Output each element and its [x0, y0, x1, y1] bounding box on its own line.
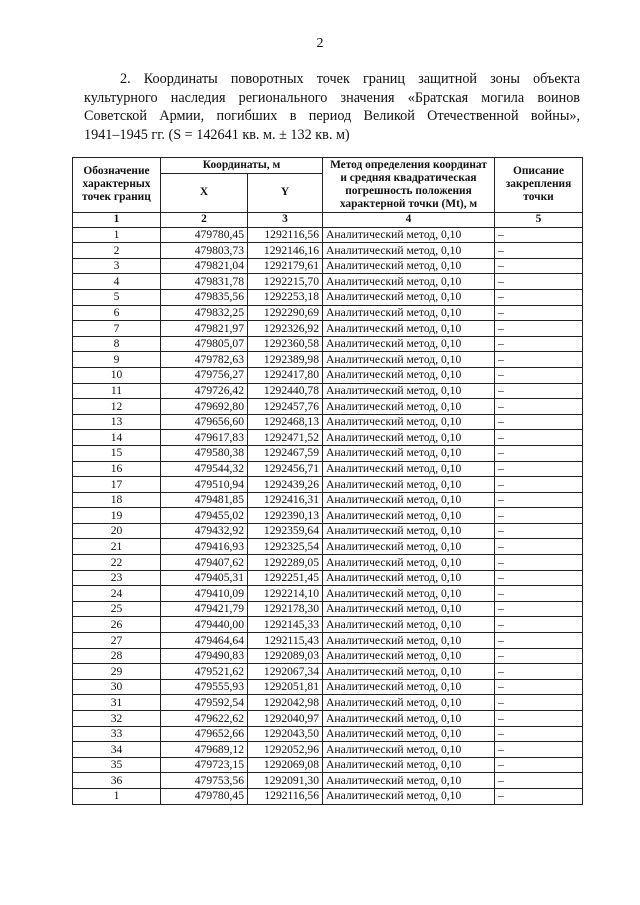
point-cell: 20: [73, 523, 161, 539]
table-row: [73, 477, 583, 493]
method-cell: Аналитический метод, 0,10: [323, 664, 495, 680]
y-coordinate-cell: 1292069,08: [248, 757, 323, 773]
table-row: [73, 711, 583, 727]
description-cell: –: [495, 711, 583, 727]
description-cell: –: [495, 679, 583, 695]
description-cell: –: [495, 726, 583, 742]
x-coordinate-cell: 479689,12: [161, 742, 248, 758]
point-cell: 14: [73, 430, 161, 446]
intro-paragraph: [84, 70, 580, 144]
table-row: [73, 336, 583, 352]
table-row: [73, 399, 583, 415]
x-coordinate-cell: 479652,66: [161, 726, 248, 742]
description-cell: –: [495, 352, 583, 368]
method-cell: Аналитический метод, 0,10: [323, 679, 495, 695]
x-coordinate-cell: 479490,83: [161, 648, 248, 664]
y-coordinate-cell: 1292468,13: [248, 414, 323, 430]
table-row: [73, 726, 583, 742]
method-cell: Аналитический метод, 0,10: [323, 586, 495, 602]
y-coordinate-cell: 1292043,50: [248, 726, 323, 742]
column-number: 5: [495, 212, 583, 227]
point-cell: 22: [73, 555, 161, 571]
description-cell: –: [495, 477, 583, 493]
point-cell: 29: [73, 664, 161, 680]
table-row: [73, 445, 583, 461]
y-coordinate-cell: 1292471,52: [248, 430, 323, 446]
x-coordinate-cell: 479803,73: [161, 243, 248, 259]
point-cell: 7: [73, 321, 161, 337]
table-row: [73, 648, 583, 664]
table-row: [73, 383, 583, 399]
y-coordinate-cell: 1292116,56: [248, 227, 323, 243]
method-cell: Аналитический метод, 0,10: [323, 508, 495, 524]
x-coordinate-cell: 479831,78: [161, 274, 248, 290]
point-cell: 15: [73, 445, 161, 461]
column-number: 4: [323, 212, 495, 227]
point-cell: 30: [73, 679, 161, 695]
table-row: [73, 430, 583, 446]
point-cell: 23: [73, 570, 161, 586]
method-cell: Аналитический метод, 0,10: [323, 243, 495, 259]
method-cell: Аналитический метод, 0,10: [323, 492, 495, 508]
table-row: [73, 539, 583, 555]
method-cell: Аналитический метод, 0,10: [323, 461, 495, 477]
table-row: [73, 258, 583, 274]
header-x: X: [161, 173, 248, 212]
y-coordinate-cell: 1292457,76: [248, 399, 323, 415]
method-cell: Аналитический метод, 0,10: [323, 321, 495, 337]
method-cell: Аналитический метод, 0,10: [323, 711, 495, 727]
header-coordinates: Координаты, м: [161, 158, 323, 174]
point-cell: 9: [73, 352, 161, 368]
point-cell: 13: [73, 414, 161, 430]
method-cell: Аналитический метод, 0,10: [323, 617, 495, 633]
column-number: 1: [73, 212, 161, 227]
x-coordinate-cell: 479753,56: [161, 773, 248, 789]
table-row: [73, 601, 583, 617]
method-cell: Аналитический метод, 0,10: [323, 336, 495, 352]
x-coordinate-cell: 479510,94: [161, 477, 248, 493]
x-coordinate-cell: 479580,38: [161, 445, 248, 461]
description-cell: –: [495, 742, 583, 758]
column-number: 3: [248, 212, 323, 227]
point-cell: 32: [73, 711, 161, 727]
description-cell: –: [495, 492, 583, 508]
method-cell: Аналитический метод, 0,10: [323, 757, 495, 773]
point-cell: 19: [73, 508, 161, 524]
y-coordinate-cell: 1292326,92: [248, 321, 323, 337]
point-cell: 24: [73, 586, 161, 602]
point-cell: 18: [73, 492, 161, 508]
description-cell: –: [495, 258, 583, 274]
x-coordinate-cell: 479544,32: [161, 461, 248, 477]
intro-line: культурного наследия регионального значения «Братская могила воинов: [84, 89, 580, 106]
method-cell: Аналитический метод, 0,10: [323, 445, 495, 461]
method-cell: Аналитический метод, 0,10: [323, 633, 495, 649]
table-row: [73, 773, 583, 789]
description-cell: –: [495, 430, 583, 446]
y-coordinate-cell: 1292145,33: [248, 617, 323, 633]
y-coordinate-cell: 1292042,98: [248, 695, 323, 711]
table-row: [73, 695, 583, 711]
header-method: Метод определения координат и средняя квадратическая погрешность положения характерной точки (Mt), м: [323, 158, 495, 213]
point-cell: 11: [73, 383, 161, 399]
header-designation: Обозначение характерных точек границ: [73, 158, 161, 213]
method-cell: Аналитический метод, 0,10: [323, 399, 495, 415]
y-coordinate-cell: 1292146,16: [248, 243, 323, 259]
table-row: [73, 414, 583, 430]
description-cell: –: [495, 336, 583, 352]
x-coordinate-cell: 479521,62: [161, 664, 248, 680]
description-cell: –: [495, 399, 583, 415]
point-cell: 1: [73, 227, 161, 243]
y-coordinate-cell: 1292052,96: [248, 742, 323, 758]
x-coordinate-cell: 479656,60: [161, 414, 248, 430]
x-coordinate-cell: 479592,54: [161, 695, 248, 711]
y-coordinate-cell: 1292360,58: [248, 336, 323, 352]
point-cell: 16: [73, 461, 161, 477]
method-cell: Аналитический метод, 0,10: [323, 274, 495, 290]
description-cell: –: [495, 586, 583, 602]
header-y: Y: [248, 173, 323, 212]
y-coordinate-cell: 1292289,05: [248, 555, 323, 571]
description-cell: –: [495, 617, 583, 633]
point-cell: 5: [73, 289, 161, 305]
y-coordinate-cell: 1292051,81: [248, 679, 323, 695]
x-coordinate-cell: 479421,79: [161, 601, 248, 617]
method-cell: Аналитический метод, 0,10: [323, 523, 495, 539]
y-coordinate-cell: 1292040,97: [248, 711, 323, 727]
point-cell: 28: [73, 648, 161, 664]
y-coordinate-cell: 1292253,18: [248, 289, 323, 305]
description-cell: –: [495, 555, 583, 571]
x-coordinate-cell: 479692,80: [161, 399, 248, 415]
method-cell: Аналитический метод, 0,10: [323, 305, 495, 321]
table-row: [73, 555, 583, 571]
description-cell: –: [495, 243, 583, 259]
description-cell: –: [495, 445, 583, 461]
description-cell: –: [495, 788, 583, 804]
description-cell: –: [495, 461, 583, 477]
method-cell: Аналитический метод, 0,10: [323, 726, 495, 742]
intro-line: Советской Армии, погибших в период Великой Отечественной войны»,: [84, 108, 580, 125]
table-row: [73, 492, 583, 508]
y-coordinate-cell: 1292067,34: [248, 664, 323, 680]
table-row: [73, 633, 583, 649]
x-coordinate-cell: 479432,92: [161, 523, 248, 539]
table-row: [73, 679, 583, 695]
point-cell: 1: [73, 788, 161, 804]
x-coordinate-cell: 479416,93: [161, 539, 248, 555]
method-cell: Аналитический метод, 0,10: [323, 289, 495, 305]
point-cell: 4: [73, 274, 161, 290]
table-row: [73, 321, 583, 337]
x-coordinate-cell: 479407,62: [161, 555, 248, 571]
point-cell: 2: [73, 243, 161, 259]
x-coordinate-cell: 479440,00: [161, 617, 248, 633]
x-coordinate-cell: 479780,45: [161, 788, 248, 804]
method-cell: Аналитический метод, 0,10: [323, 352, 495, 368]
description-cell: –: [495, 539, 583, 555]
page-number: 2: [316, 36, 324, 51]
table-row: [73, 352, 583, 368]
description-cell: –: [495, 523, 583, 539]
x-coordinate-cell: 479622,62: [161, 711, 248, 727]
method-cell: Аналитический метод, 0,10: [323, 539, 495, 555]
x-coordinate-cell: 479410,09: [161, 586, 248, 602]
method-cell: Аналитический метод, 0,10: [323, 227, 495, 243]
y-coordinate-cell: 1292290,69: [248, 305, 323, 321]
x-coordinate-cell: 479726,42: [161, 383, 248, 399]
x-coordinate-cell: 479481,85: [161, 492, 248, 508]
method-cell: Аналитический метод, 0,10: [323, 258, 495, 274]
method-cell: Аналитический метод, 0,10: [323, 570, 495, 586]
y-coordinate-cell: 1292456,71: [248, 461, 323, 477]
table-row: [73, 243, 583, 259]
description-cell: –: [495, 570, 583, 586]
y-coordinate-cell: 1292179,61: [248, 258, 323, 274]
table-row: [73, 617, 583, 633]
y-coordinate-cell: 1292116,56: [248, 788, 323, 804]
point-cell: 34: [73, 742, 161, 758]
method-cell: Аналитический метод, 0,10: [323, 430, 495, 446]
method-cell: Аналитический метод, 0,10: [323, 773, 495, 789]
coordinates-table: [72, 157, 583, 805]
table-row: [73, 586, 583, 602]
y-coordinate-cell: 1292251,45: [248, 570, 323, 586]
intro-line: 2. Координаты поворотных точек границ защитной зоны объекта: [120, 71, 580, 87]
description-cell: –: [495, 305, 583, 321]
y-coordinate-cell: 1292214,10: [248, 586, 323, 602]
description-cell: –: [495, 321, 583, 337]
table-row: [73, 570, 583, 586]
table-row: [73, 523, 583, 539]
description-cell: –: [495, 383, 583, 399]
x-coordinate-cell: 479756,27: [161, 367, 248, 383]
description-cell: –: [495, 695, 583, 711]
x-coordinate-cell: 479821,97: [161, 321, 248, 337]
table-row: [73, 289, 583, 305]
x-coordinate-cell: 479780,45: [161, 227, 248, 243]
description-cell: –: [495, 773, 583, 789]
description-cell: –: [495, 664, 583, 680]
x-coordinate-cell: 479455,02: [161, 508, 248, 524]
point-cell: 25: [73, 601, 161, 617]
x-coordinate-cell: 479782,63: [161, 352, 248, 368]
description-cell: –: [495, 508, 583, 524]
y-coordinate-cell: 1292178,30: [248, 601, 323, 617]
table-body: [73, 227, 583, 804]
point-cell: 3: [73, 258, 161, 274]
method-cell: Аналитический метод, 0,10: [323, 788, 495, 804]
x-coordinate-cell: 479555,93: [161, 679, 248, 695]
x-coordinate-cell: 479835,56: [161, 289, 248, 305]
x-coordinate-cell: 479464,64: [161, 633, 248, 649]
table-row: [73, 664, 583, 680]
column-number: 2: [161, 212, 248, 227]
y-coordinate-cell: 1292416,31: [248, 492, 323, 508]
method-cell: Аналитический метод, 0,10: [323, 742, 495, 758]
point-cell: 17: [73, 477, 161, 493]
x-coordinate-cell: 479405,31: [161, 570, 248, 586]
description-cell: –: [495, 289, 583, 305]
method-cell: Аналитический метод, 0,10: [323, 648, 495, 664]
table-row: [73, 305, 583, 321]
point-cell: 6: [73, 305, 161, 321]
x-coordinate-cell: 479821,04: [161, 258, 248, 274]
point-cell: 36: [73, 773, 161, 789]
point-cell: 12: [73, 399, 161, 415]
method-cell: Аналитический метод, 0,10: [323, 367, 495, 383]
y-coordinate-cell: 1292439,26: [248, 477, 323, 493]
y-coordinate-cell: 1292359,64: [248, 523, 323, 539]
description-cell: –: [495, 601, 583, 617]
y-coordinate-cell: 1292089,03: [248, 648, 323, 664]
table-row: [73, 742, 583, 758]
description-cell: –: [495, 757, 583, 773]
table-row: [73, 227, 583, 243]
x-coordinate-cell: 479832,25: [161, 305, 248, 321]
point-cell: 27: [73, 633, 161, 649]
y-coordinate-cell: 1292417,80: [248, 367, 323, 383]
point-cell: 26: [73, 617, 161, 633]
table-row: [73, 788, 583, 804]
x-coordinate-cell: 479617,83: [161, 430, 248, 446]
table-row: [73, 274, 583, 290]
table-row: [73, 367, 583, 383]
point-cell: 31: [73, 695, 161, 711]
description-cell: –: [495, 414, 583, 430]
method-cell: Аналитический метод, 0,10: [323, 695, 495, 711]
table-row: [73, 757, 583, 773]
point-cell: 35: [73, 757, 161, 773]
x-coordinate-cell: 479723,15: [161, 757, 248, 773]
y-coordinate-cell: 1292115,43: [248, 633, 323, 649]
y-coordinate-cell: 1292467,59: [248, 445, 323, 461]
description-cell: –: [495, 274, 583, 290]
y-coordinate-cell: 1292091,30: [248, 773, 323, 789]
y-coordinate-cell: 1292390,13: [248, 508, 323, 524]
method-cell: Аналитический метод, 0,10: [323, 601, 495, 617]
point-cell: 8: [73, 336, 161, 352]
method-cell: Аналитический метод, 0,10: [323, 555, 495, 571]
description-cell: –: [495, 367, 583, 383]
method-cell: Аналитический метод, 0,10: [323, 414, 495, 430]
table-row: [73, 508, 583, 524]
header-description: Описание закрепления точки: [495, 158, 583, 213]
method-cell: Аналитический метод, 0,10: [323, 383, 495, 399]
table-row: [73, 461, 583, 477]
y-coordinate-cell: 1292440,78: [248, 383, 323, 399]
point-cell: 21: [73, 539, 161, 555]
method-cell: Аналитический метод, 0,10: [323, 477, 495, 493]
x-coordinate-cell: 479805,07: [161, 336, 248, 352]
description-cell: –: [495, 227, 583, 243]
y-coordinate-cell: 1292389,98: [248, 352, 323, 368]
point-cell: 10: [73, 367, 161, 383]
point-cell: 33: [73, 726, 161, 742]
description-cell: –: [495, 648, 583, 664]
y-coordinate-cell: 1292325,54: [248, 539, 323, 555]
y-coordinate-cell: 1292215,70: [248, 274, 323, 290]
intro-line: 1941–1945 гг. (S = 142641 кв. м. ± 132 кв. м): [84, 126, 350, 143]
description-cell: –: [495, 633, 583, 649]
